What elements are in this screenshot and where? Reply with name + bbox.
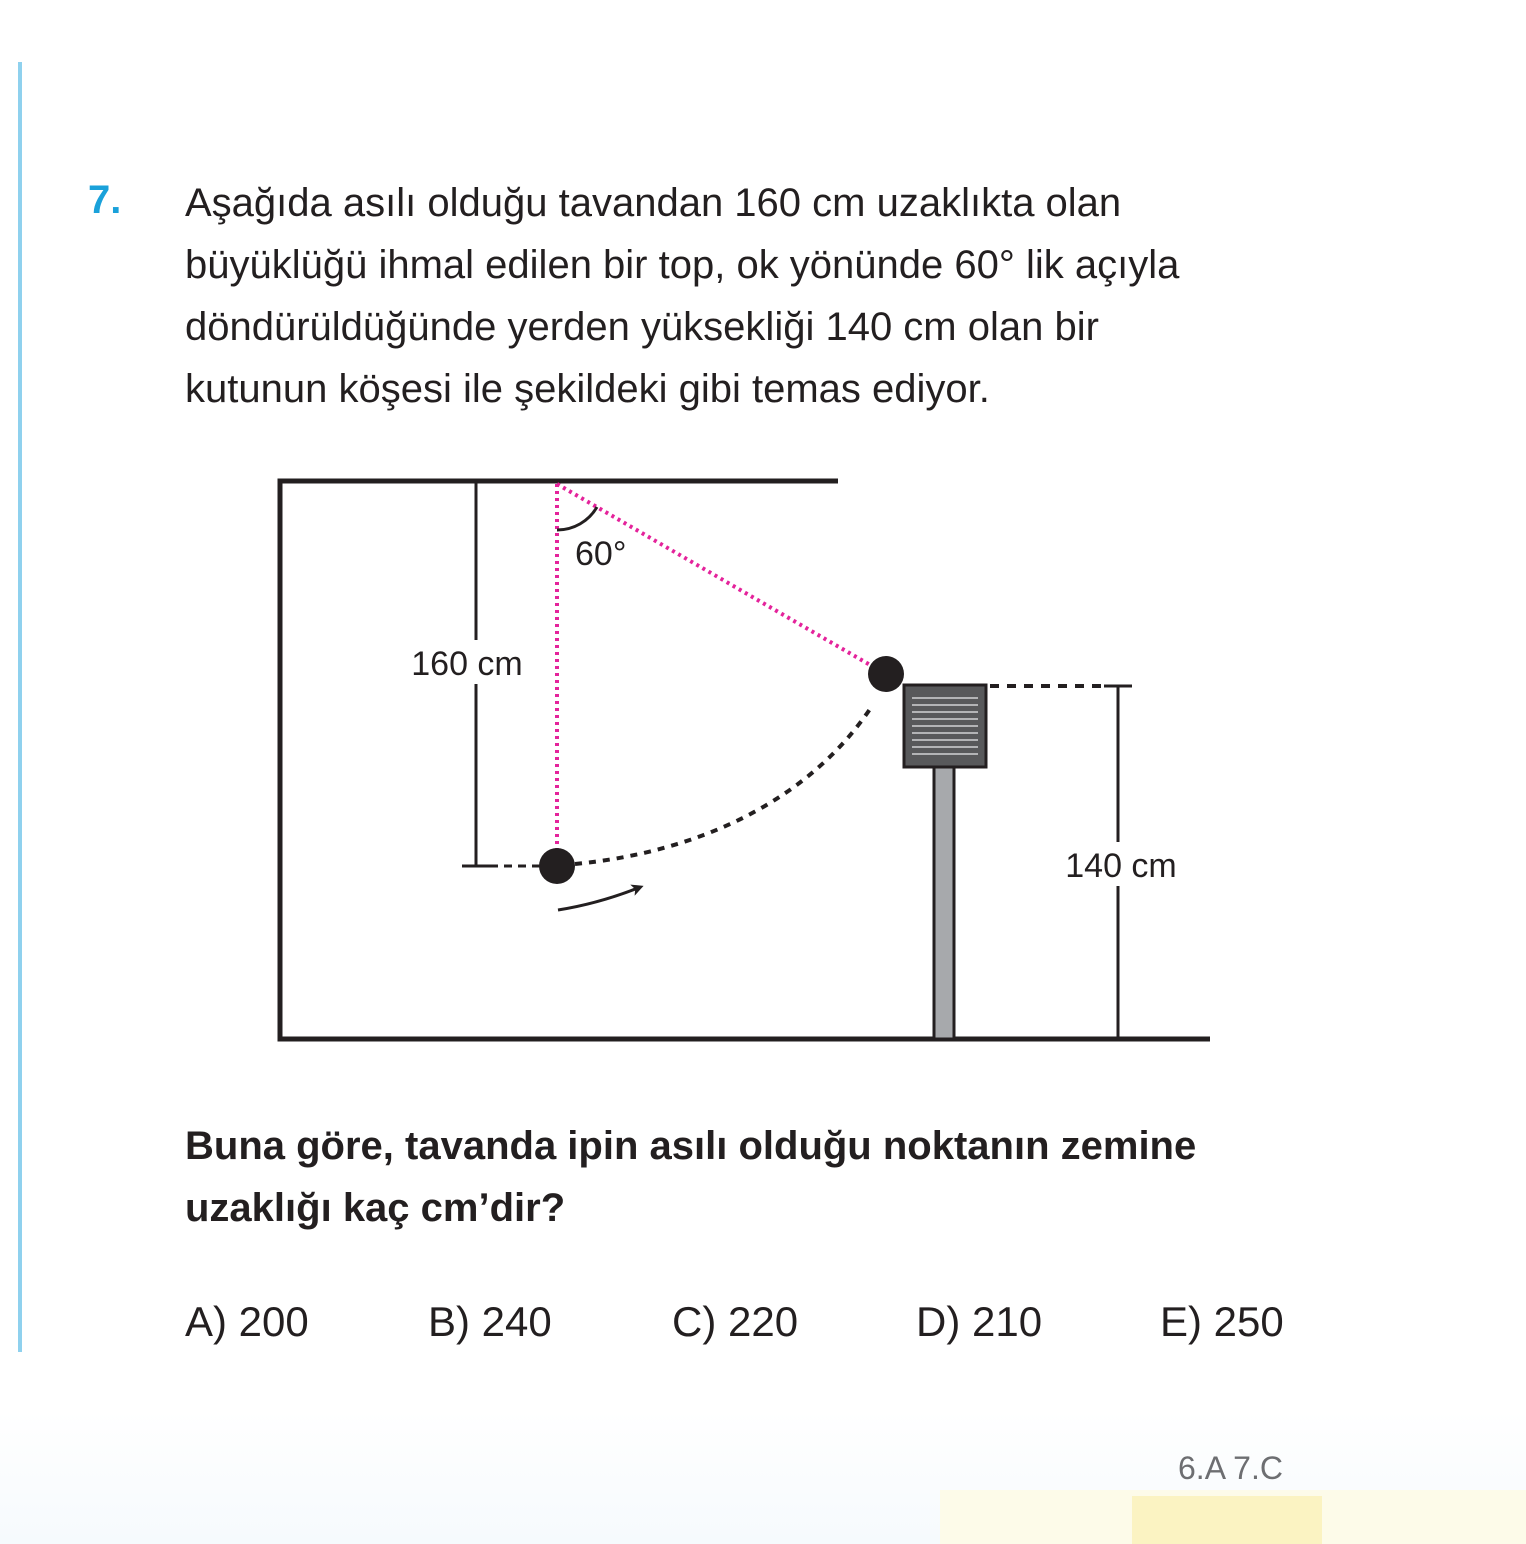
answer-key: 6.A 7.C <box>1178 1450 1283 1486</box>
choice-c[interactable]: C) 220 <box>672 1298 799 1345</box>
question-line: döndürüldüğünde yerden yüksekliği 140 cm olan bir <box>185 305 1099 349</box>
swing-path <box>575 706 872 864</box>
rope-swung <box>557 484 884 673</box>
rotation-arrow-icon <box>558 888 638 910</box>
choice-a[interactable]: A) 200 <box>185 1298 309 1345</box>
ball-contact <box>868 656 904 692</box>
prompt-line: uzaklığı kaç cm’dir? <box>185 1186 566 1230</box>
choice-b[interactable]: B) 240 <box>428 1298 552 1345</box>
question-number: 7. <box>88 178 122 222</box>
angle-label: 60° <box>575 535 627 573</box>
question-line: büyüklüğü ihmal edilen bir top, ok yönünde 60° lik açıyla <box>185 243 1180 287</box>
choice-d[interactable]: D) 210 <box>916 1298 1043 1345</box>
choice-e[interactable]: E) 250 <box>1160 1298 1284 1345</box>
question-line: Aşağıda asılı olduğu tavandan 160 cm uzaklıkta olan <box>185 181 1122 225</box>
ball-rest <box>539 848 575 884</box>
box-post <box>934 767 954 1039</box>
prompt-line: Buna göre, tavanda ipin asılı olduğu noktanın zemine <box>185 1124 1197 1168</box>
box-height-label: 140 cm <box>1065 847 1177 885</box>
room-frame <box>280 481 1210 1039</box>
question-prompt <box>185 1115 1435 1239</box>
angle-arc <box>557 507 597 530</box>
rope-length-label: 160 cm <box>411 645 523 683</box>
question-line: kutunun köşesi ile şekildeki gibi temas ediyor. <box>185 367 990 411</box>
